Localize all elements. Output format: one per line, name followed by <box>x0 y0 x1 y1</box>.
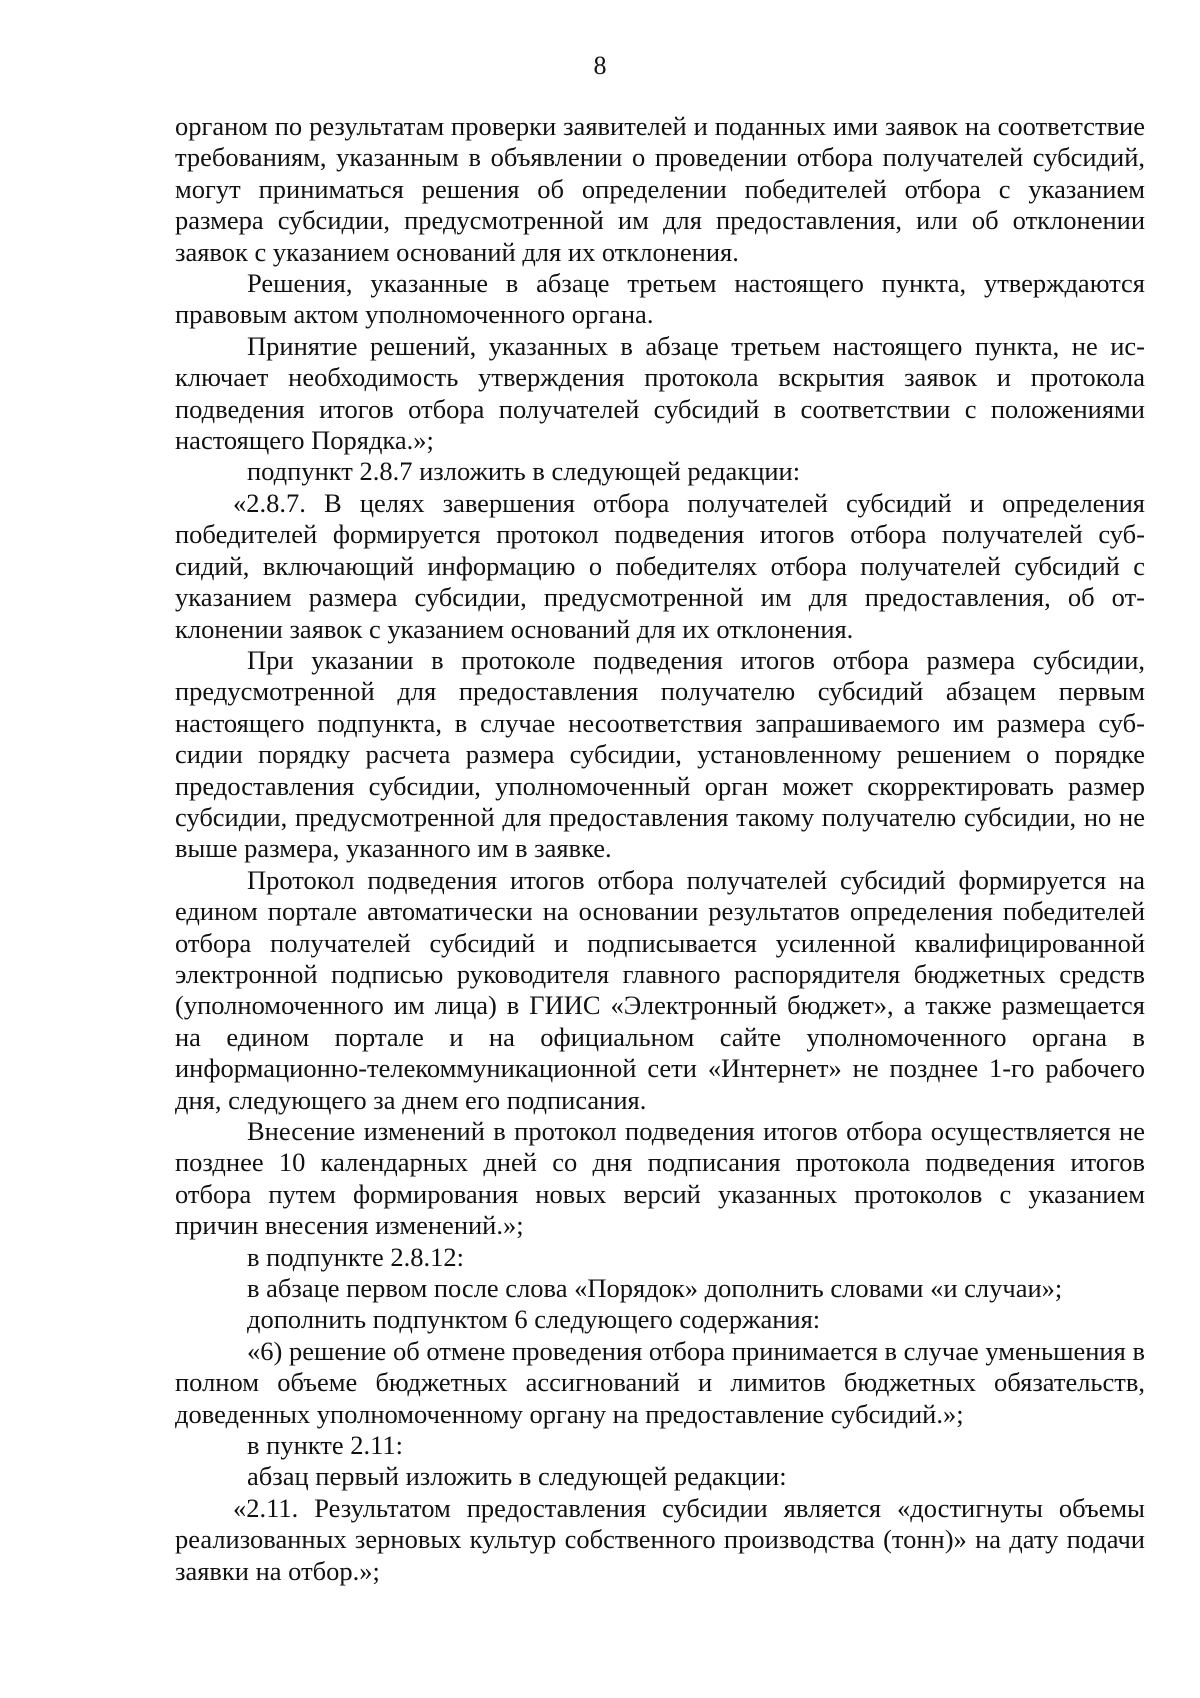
paragraph-15: «2.11. Результатом предоставления субсидии является «достигнуты объемы реализованных зерновых культур собственного производства (тонн)» на дату подачи заявки на отбор.»; <box>175 1492 1145 1586</box>
document-body <box>175 111 1145 1587</box>
paragraph-10: в абзаце первом после слова «Порядок» дополнить словами «и случаи»; <box>247 1273 1063 1304</box>
paragraph-7: Протокол подведения итогов отбора получателей субсидий формируется на едином портале автоматически на основании результатов определения победителей отбора получателей субсидий и подписывается усиленной квалифицированной электронной подписью руководителя главного распорядителя бюджетных средств (уполномоченного им лица) в ГИИС «Электронный бюджет», а также размещается на едином портале и на официальном сайте уполномоченного органа в информационно-телекоммуникационной сети «Интернет» не позднее 1-го рабочего дня, следующего за днем его подписания. <box>175 864 1145 1115</box>
paragraph-3: Принятие решений, указанных в абзаце третьем настоящего пункта, не исключает необходимость утверждения протокола вскрытия заявок и протокола подведения итогов отбора получателей субсидий в соответствии с положениями настоящего Порядка.»; <box>175 330 1145 456</box>
paragraph-9: в подпункте 2.8.12: <box>247 1241 465 1272</box>
paragraph-14: абзац первый изложить в следующей редакции: <box>247 1461 787 1492</box>
paragraph-4: подпункт 2.8.7 изложить в следующей редакции: <box>247 456 801 487</box>
paragraph-1: органом по результатам проверки заявителей и поданных ими заявок на соответствие требованиям, указанным в объявлении о проведении отбора получателей субсидий, могут приниматься решения об определении победителей отбора с указанием размера субсидии, предусмотренной им для предоставления, или об отклонении заявок с указанием оснований для их отклонения. <box>175 111 1145 267</box>
paragraph-11: дополнить подпунктом 6 следующего содержания: <box>247 1304 821 1335</box>
paragraph-2: Решения, указанные в абзаце третьем настоящего пункта, утверждаются правовым актом уполномоченного органа. <box>175 268 1145 330</box>
paragraph-13: в пункте 2.11: <box>247 1430 403 1461</box>
paragraph-12: «6) решение об отмене проведения отбора принимается в случае уменьшения в полном объеме бюджетных ассигнований и лимитов бюджетных обязательств, доведенных уполномоченному органу на предоставление субсидий.»; <box>175 1335 1145 1429</box>
paragraph-8: Внесение изменений в протокол подведения итогов отбора осуществляется не позднее 10 календарных дней со дня подписания протокола подведения итогов отбора путем формирования новых версий указанных протоколов с указанием причин внесения изменений.»; <box>175 1116 1145 1241</box>
paragraph-6: При указании в протоколе подведения итогов отбора размера субсидии, предусмотренной для предоставления получателю субсидий абзацем первым настоящего подпункта, в случае несоответствия запрашиваемого им размера субсидии порядку расчета размера субсидии, установленному решением о порядке предоставления субсидии, уполномоченный орган может скорректировать размер субсидии, предусмотренной для предоставления такому получателю субсидии, но не выше размера, указанного им в заявке. <box>175 644 1145 864</box>
paragraph-5: «2.8.7. В целях завершения отбора получателей субсидий и определения победителей формируется протокол подведения итогов отбора получателей субсидий, включающий информацию о победителях отбора получателей субсидий с указанием размера субсидии, предусмотренной им для предоставления, об отклонении заявок с указанием оснований для их отклонения. <box>175 487 1145 644</box>
page-number: 8 <box>593 51 607 80</box>
